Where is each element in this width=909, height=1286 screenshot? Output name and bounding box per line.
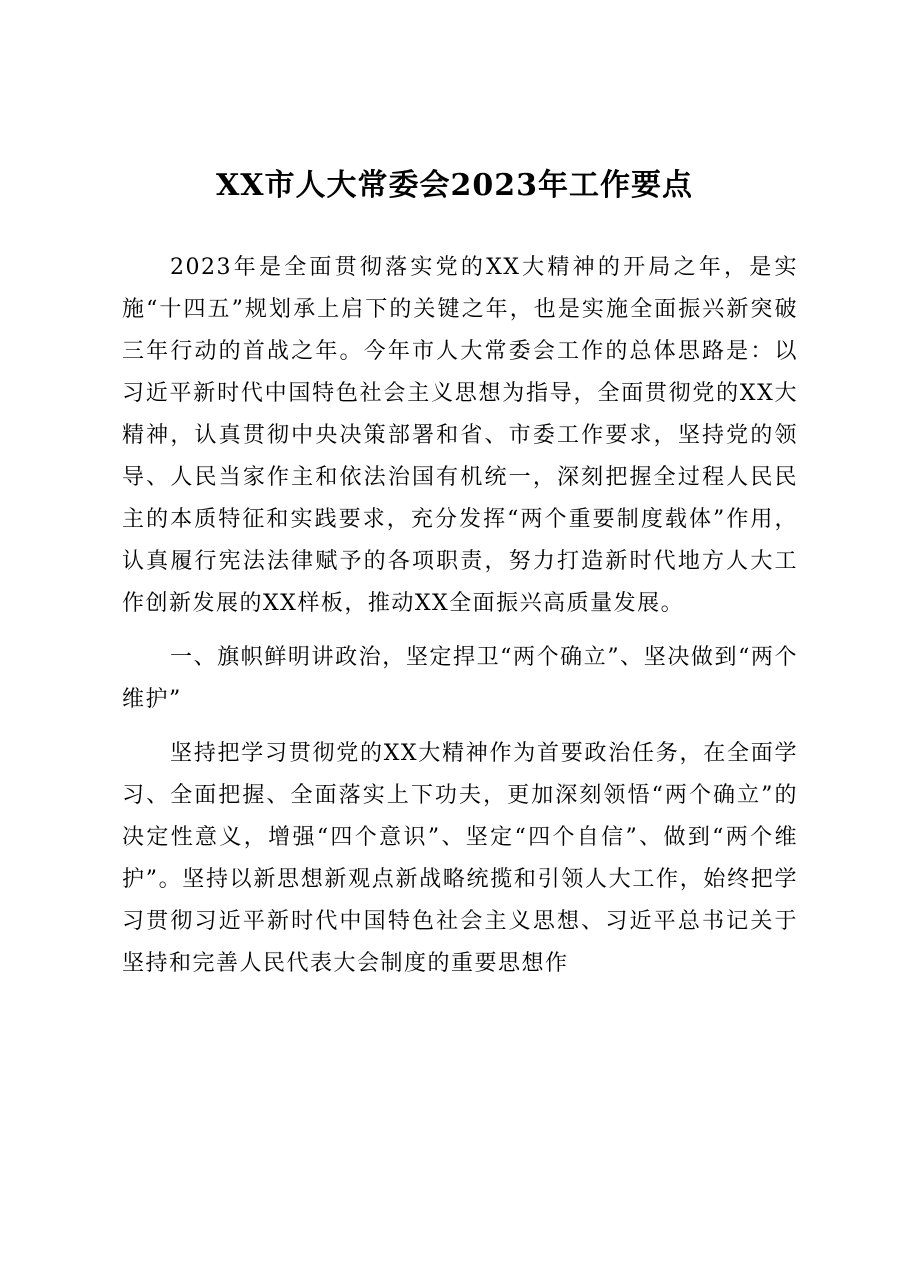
section-heading-1: 一、旗帜鲜明讲政治，坚定捍卫“两个确立”、坚决做到“两个维护” [122, 645, 798, 712]
document-body [122, 247, 798, 997]
section-1-paragraph: 坚持把学习贯彻党的XX大精神作为首要政治任务，在全面学习、全面把握、全面落实上下功夫，更加深刻领悟“两个确立”的决定性意义，增强“四个意识”、坚定“四个自信”、做到“两个维护”。坚持以新思想新观点新战略统揽和引领人大工作，始终把学习贯彻习近平新时代中国特色社会主义思想、习近平总书记关于坚持和完善人民代表大会制度的重要思想作 [122, 741, 798, 976]
intro-paragraph: 2023年是全面贯彻落实党的XX大精神的开局之年，是实施“十四五”规划承上启下的关键之年，也是实施全面振兴新突破三年行动的首战之年。今年市人大常委会工作的总体思路是：以习近平新时代中国特色社会主义思想为指导，全面贯彻党的XX大精神，认真贯彻中央决策部署和省、市委工作要求，坚持党的领导、人民当家作主和依法治国有机统一，深刻把握全过程人民民主的本质特征和实践要求，充分发挥“两个重要制度载体”作用，认真履行宪法法律赋予的各项职责，努力打造新时代地方人大工作创新发展的XX样板，推动XX全面振兴高质量发展。 [122, 255, 798, 616]
document-title: XX市人大常委会2023年工作要点 [215, 168, 694, 203]
